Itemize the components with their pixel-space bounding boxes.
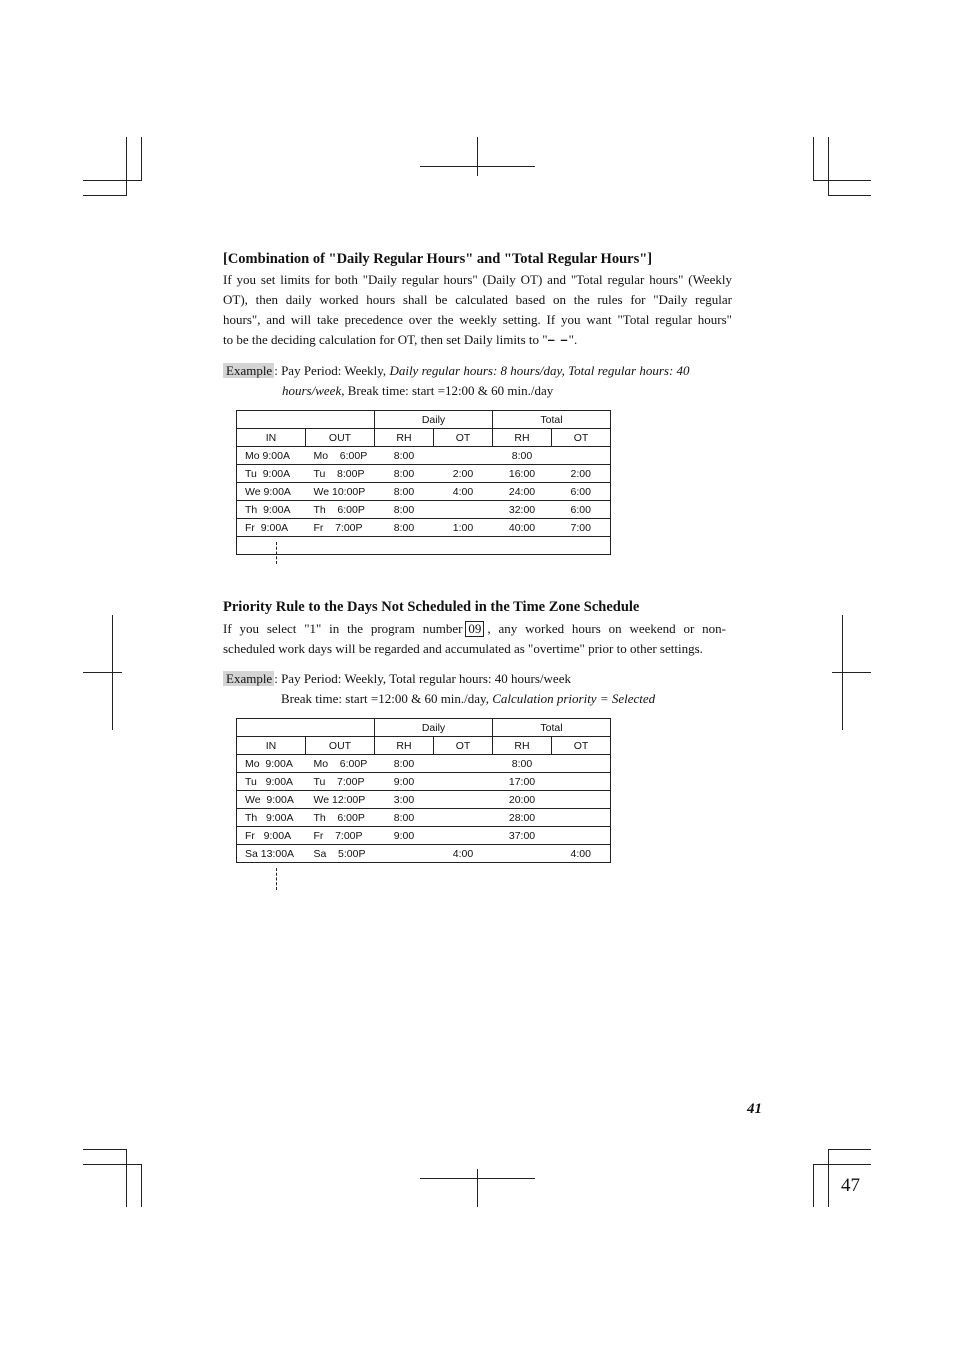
dashes-symbol: – – (547, 332, 569, 347)
cell-out: Mo 6:00P (306, 447, 375, 465)
cell-daily-rh (375, 845, 434, 863)
cell-total-rh (493, 845, 552, 863)
cell-out: Tu 7:00P (306, 773, 375, 791)
cell-daily-ot (434, 791, 493, 809)
para-line: If you set limits for both "Daily regular hours" (Daily OT) and "Total regular hours" (Weekly (223, 272, 732, 287)
cell-out (306, 537, 375, 555)
cell-total-ot (552, 827, 611, 845)
cell-daily-ot: 1:00 (434, 519, 493, 537)
cell-out: Mo 6:00P (306, 755, 375, 773)
header-total-rh: RH (493, 429, 552, 447)
table-daily-total-1 (236, 410, 611, 555)
cell-in: Fr 9:00A (237, 519, 306, 537)
para-line: OT), then daily worked hours shall be calculated based on the rules for "Daily regular (223, 292, 732, 307)
cell-daily-ot (434, 827, 493, 845)
table-body (237, 447, 611, 555)
cell-in: We 9:00A (237, 483, 306, 501)
para-line: to be the deciding calculation for OT, then set Daily limits to "– –". (223, 332, 578, 347)
cell-total-rh: 40:00 (493, 519, 552, 537)
cell-daily-rh: 9:00 (375, 773, 434, 791)
example-2: Example : Pay Period: Weekly, Total regular hours: 40 hours/week Break time: start =12:00 & 60 min./day, Calculation priority = Selected (223, 669, 655, 709)
header-in: IN (237, 429, 306, 447)
cell-daily-ot: 4:00 (434, 845, 493, 863)
para-line: scheduled work days will be regarded and accumulated as "overtime" prior to other settings. (223, 641, 703, 656)
cell-daily-ot (434, 537, 493, 555)
cell-daily-rh: 8:00 (375, 447, 434, 465)
para-line: If you select "1" in the program number 09 , any worked hours on weekend or non- (223, 621, 726, 636)
cell-total-ot (552, 537, 611, 555)
cell-total-ot (552, 755, 611, 773)
table-row (237, 827, 611, 845)
header-daily-ot: OT (434, 737, 493, 755)
table-row (237, 447, 611, 465)
header-daily-rh: RH (375, 737, 434, 755)
cell-daily-rh: 3:00 (375, 791, 434, 809)
table-row (237, 791, 611, 809)
cell-in: Tu 9:00A (237, 465, 306, 483)
cell-daily-rh: 8:00 (375, 501, 434, 519)
example-label: Example (223, 671, 274, 686)
cell-total-rh: 37:00 (493, 827, 552, 845)
cell-daily-rh: 8:00 (375, 809, 434, 827)
cell-total-ot: 4:00 (552, 845, 611, 863)
continuation-dash (276, 868, 277, 890)
header-total-rh: RH (493, 737, 552, 755)
cell-out: Th 6:00P (306, 809, 375, 827)
cell-total-rh: 8:00 (493, 447, 552, 465)
section1-paragraph (223, 270, 732, 350)
cell-total-rh: 20:00 (493, 791, 552, 809)
section2-paragraph (223, 619, 726, 659)
cell-total-rh: 8:00 (493, 755, 552, 773)
cell-in: Th 9:00A (237, 501, 306, 519)
cell-total-ot: 7:00 (552, 519, 611, 537)
section-title-combination: [Combination of "Daily Regular Hours" and "Total Regular Hours"] (223, 251, 653, 267)
table-row (237, 773, 611, 791)
cell-out: Sa 5:00P (306, 845, 375, 863)
table-row (237, 483, 611, 501)
table-row (237, 537, 611, 555)
cell-in: We 9:00A (237, 791, 306, 809)
cell-total-rh: 28:00 (493, 809, 552, 827)
continuation-dash (276, 542, 277, 564)
cell-daily-rh: 8:00 (375, 465, 434, 483)
cell-daily-ot (434, 809, 493, 827)
header-daily: Daily (375, 719, 493, 737)
program-number-box: 09 (465, 621, 484, 637)
cell-in: Mo 9:00A (237, 447, 306, 465)
cell-daily-ot (434, 773, 493, 791)
cell-total-rh: 32:00 (493, 501, 552, 519)
cell-total-ot (552, 447, 611, 465)
table-row (237, 845, 611, 863)
cell-daily-rh: 8:00 (375, 519, 434, 537)
header-total-ot: OT (552, 737, 611, 755)
cell-in: Th 9:00A (237, 809, 306, 827)
header-out: OUT (306, 429, 375, 447)
cell-daily-rh: 9:00 (375, 827, 434, 845)
cell-total-ot: 6:00 (552, 483, 611, 501)
cell-in: Sa 13:00A (237, 845, 306, 863)
cell-in (237, 537, 306, 555)
cell-total-ot: 6:00 (552, 501, 611, 519)
page-number: 41 (747, 1101, 762, 1117)
cell-daily-ot (434, 447, 493, 465)
cell-daily-ot: 4:00 (434, 483, 493, 501)
cell-total-rh (493, 537, 552, 555)
cell-daily-rh: 8:00 (375, 755, 434, 773)
section-title-priority-rule: Priority Rule to the Days Not Scheduled in the Time Zone Schedule (223, 599, 640, 615)
table-row (237, 465, 611, 483)
cell-in: Fr 9:00A (237, 827, 306, 845)
cell-total-ot: 2:00 (552, 465, 611, 483)
cell-daily-rh (375, 537, 434, 555)
cell-total-rh: 16:00 (493, 465, 552, 483)
folio-number: 47 (841, 1175, 860, 1196)
cell-daily-ot (434, 755, 493, 773)
example-1: Example : Pay Period: Weekly, Daily regular hours: 8 hours/day, Total regular hours: 40 hours/week, Break time: start =12:00 & 60 min./day (223, 361, 690, 401)
cell-out: We 10:00P (306, 483, 375, 501)
cell-daily-rh: 8:00 (375, 483, 434, 501)
header-out: OUT (306, 737, 375, 755)
table-row (237, 755, 611, 773)
table-row (237, 519, 611, 537)
header-in: IN (237, 737, 306, 755)
cell-out: Tu 8:00P (306, 465, 375, 483)
cell-total-ot (552, 809, 611, 827)
cell-out: Th 6:00P (306, 501, 375, 519)
cell-daily-ot: 2:00 (434, 465, 493, 483)
cell-out: Fr 7:00P (306, 519, 375, 537)
header-daily-rh: RH (375, 429, 434, 447)
header-daily: Daily (375, 411, 493, 429)
header-total: Total (493, 719, 611, 737)
table-row (237, 809, 611, 827)
cell-total-rh: 24:00 (493, 483, 552, 501)
cell-daily-ot (434, 501, 493, 519)
cell-out: We 12:00P (306, 791, 375, 809)
header-total-ot: OT (552, 429, 611, 447)
cell-total-rh: 17:00 (493, 773, 552, 791)
example-label: Example (223, 363, 274, 378)
para-line: hours", and will take precedence over the weekly setting. If you want "Total regular hours" (223, 312, 732, 327)
header-daily-ot: OT (434, 429, 493, 447)
header-total: Total (493, 411, 611, 429)
cell-total-ot (552, 791, 611, 809)
table-body (237, 755, 611, 863)
cell-out: Fr 7:00P (306, 827, 375, 845)
cell-in: Tu 9:00A (237, 773, 306, 791)
table-row (237, 501, 611, 519)
cell-in: Mo 9:00A (237, 755, 306, 773)
table-daily-total-2 (236, 718, 611, 863)
cell-total-ot (552, 773, 611, 791)
